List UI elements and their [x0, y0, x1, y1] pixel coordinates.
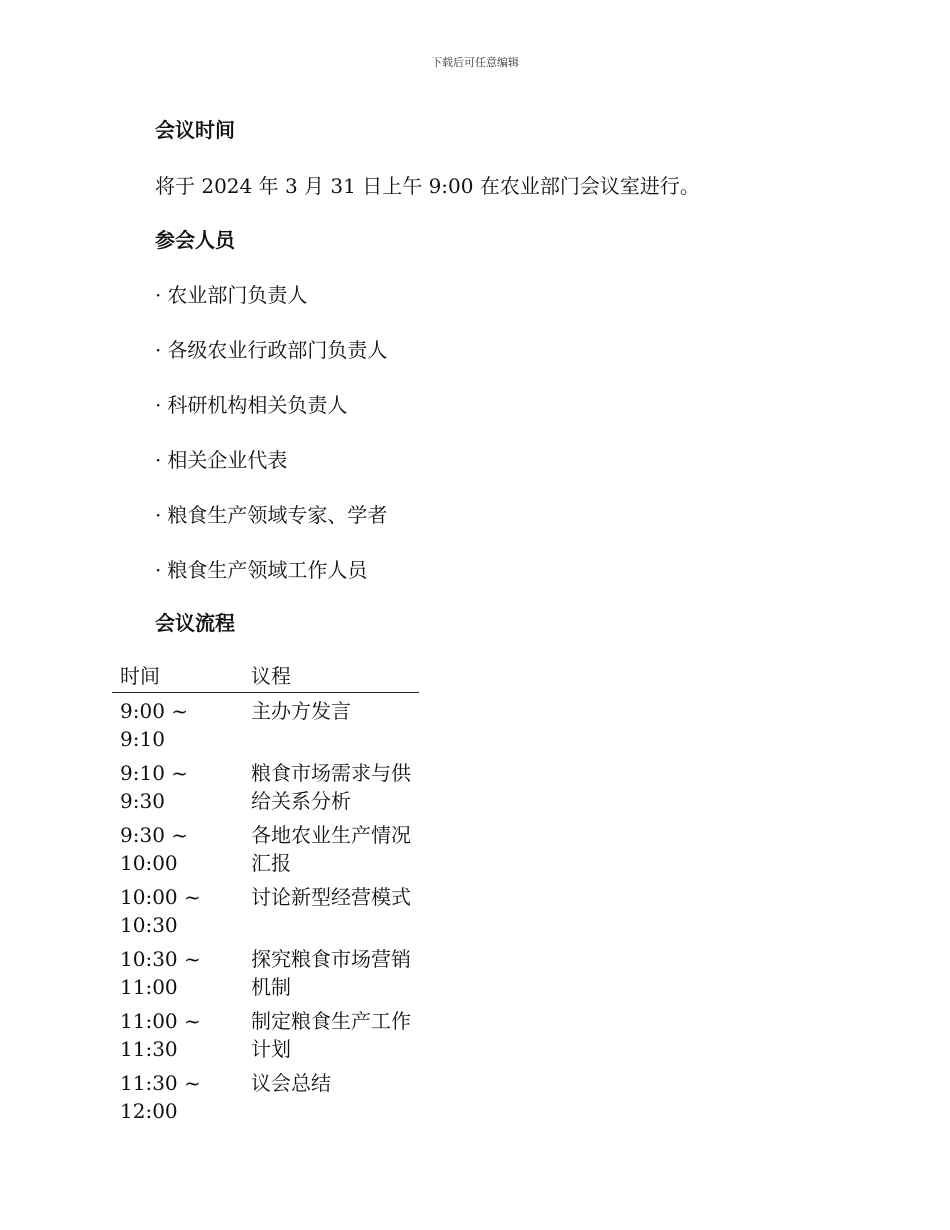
column-header-agenda: 议程	[243, 660, 419, 693]
table-row	[112, 941, 419, 1003]
bullet-dot-icon: ·	[155, 283, 162, 307]
time-cell: 10:00 ~ 10:30	[120, 885, 201, 937]
bullet-dot-icon: ·	[155, 338, 162, 362]
time-cell: 9:00 ~ 9:10	[120, 699, 189, 751]
time-cell: 11:30 ~ 12:00	[120, 1071, 201, 1123]
agenda-cell: 粮食市场需求与供给关系分析	[251, 761, 411, 813]
attendee-label: 农业部门负责人	[167, 283, 308, 307]
section-heading-agenda: 会议流程	[155, 611, 235, 635]
table-header-row	[112, 660, 419, 693]
time-cell: 10:30 ~ 11:00	[120, 947, 201, 999]
bullet-dot-icon: ·	[155, 503, 162, 527]
table-row	[112, 693, 419, 756]
table-row	[112, 1003, 419, 1065]
table-row	[112, 817, 419, 879]
attendee-label: 粮食生产领域专家、学者	[167, 503, 388, 527]
table-row	[112, 1065, 419, 1127]
page-header-note: 下载后可任意编辑	[431, 56, 519, 69]
section-heading-meeting-time: 会议时间	[155, 118, 235, 142]
agenda-cell: 各地农业生产情况汇报	[251, 823, 411, 875]
agenda-table	[112, 660, 419, 1127]
section-heading-attendees: 参会人员	[155, 228, 235, 252]
agenda-cell: 制定粮食生产工作计划	[251, 1009, 411, 1061]
attendee-list-item	[155, 279, 307, 308]
agenda-cell: 议会总结	[251, 1071, 331, 1095]
attendee-list-item	[155, 334, 387, 363]
attendee-list-item	[155, 389, 347, 418]
meeting-time-text: 将于 2024 年 3 月 31 日上午 9:00 在农业部门会议室进行。	[155, 174, 700, 198]
attendee-label: 粮食生产领域工作人员	[167, 558, 368, 582]
agenda-cell: 主办方发言	[251, 699, 351, 723]
attendee-list-item	[155, 444, 287, 473]
agenda-cell: 探究粮食市场营销机制	[251, 947, 411, 999]
time-cell: 11:00 ~ 11:30	[120, 1009, 201, 1061]
table-row	[112, 879, 419, 941]
attendee-label: 科研机构相关负责人	[167, 393, 348, 417]
column-header-time: 时间	[112, 660, 243, 693]
bullet-dot-icon: ·	[155, 558, 162, 582]
bullet-dot-icon: ·	[155, 448, 162, 472]
bullet-dot-icon: ·	[155, 393, 162, 417]
attendee-label: 相关企业代表	[167, 448, 288, 472]
time-cell: 9:10 ~ 9:30	[120, 761, 189, 813]
time-cell: 9:30 ~ 10:00	[120, 823, 189, 875]
attendee-label: 各级农业行政部门负责人	[167, 338, 388, 362]
attendee-list-item	[155, 499, 387, 528]
table-row	[112, 755, 419, 817]
agenda-cell: 讨论新型经营模式	[251, 885, 411, 909]
attendee-list-item	[155, 554, 367, 583]
